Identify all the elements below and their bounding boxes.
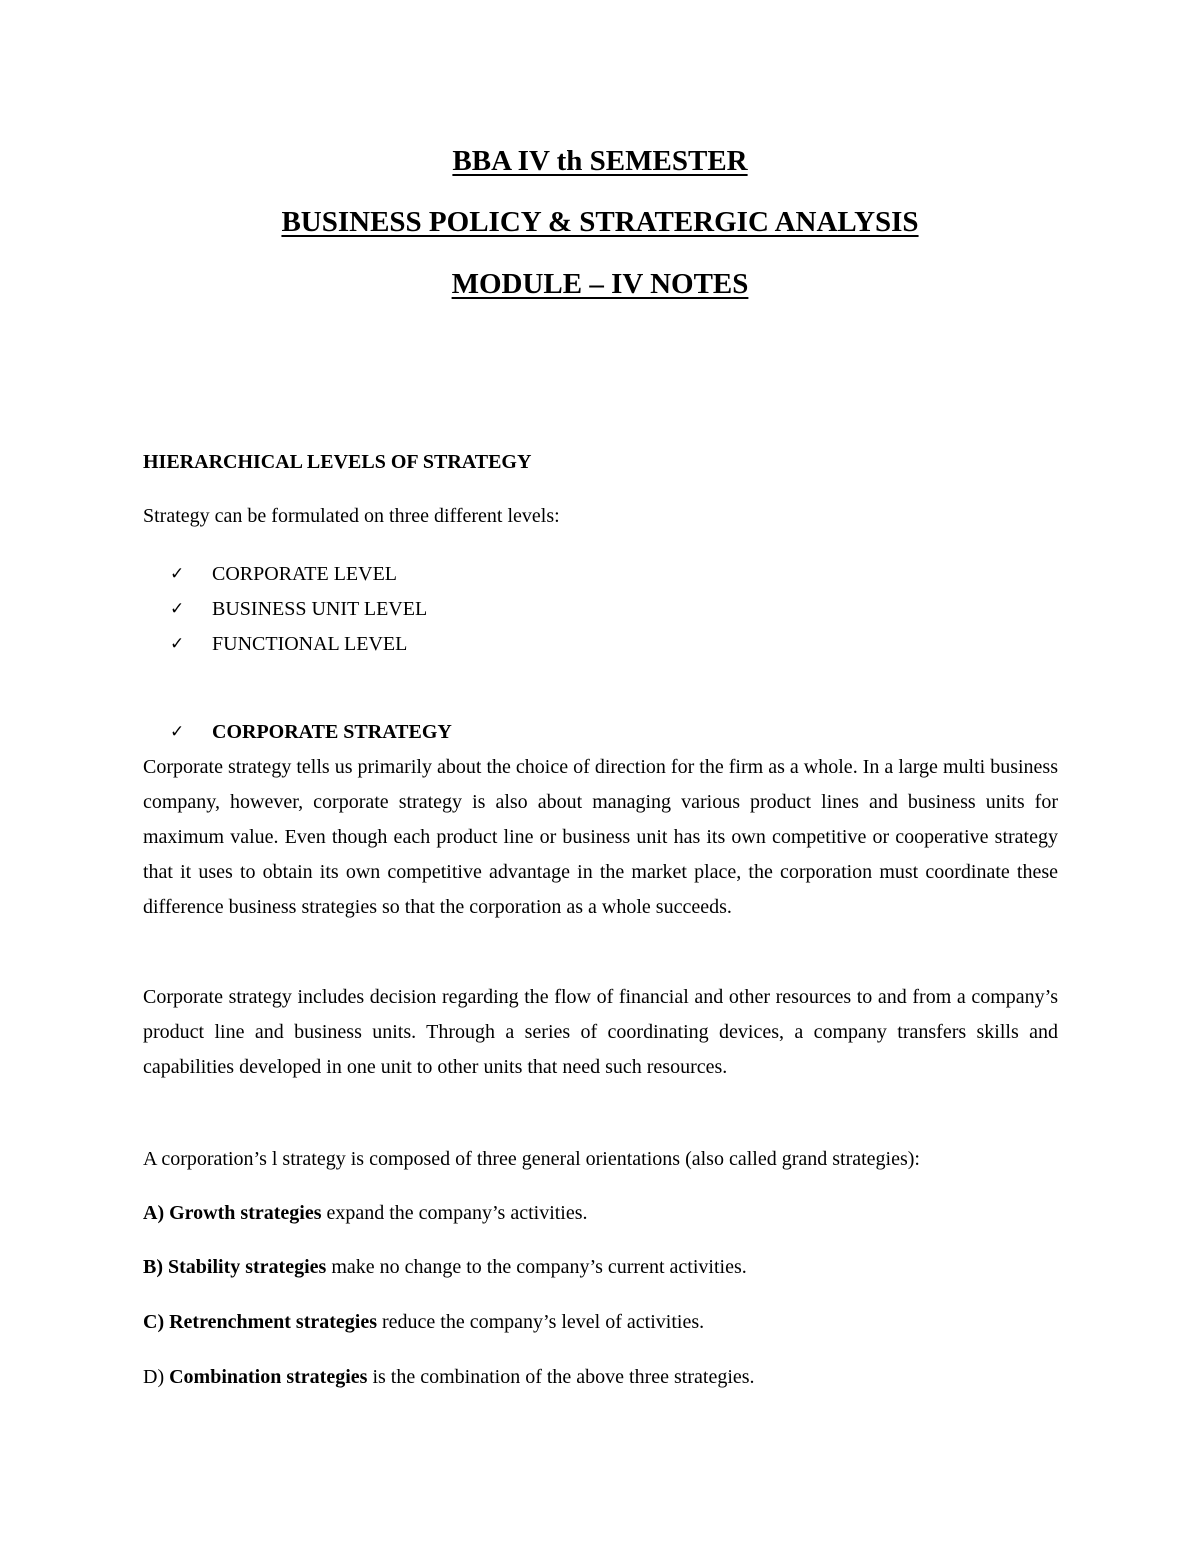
level-label: CORPORATE LEVEL (212, 563, 397, 585)
section-heading: HIERARCHICAL LEVELS OF STRATEGY (143, 451, 532, 473)
strategy-item-stability (143, 1253, 747, 1281)
corporate-heading-label: CORPORATE STRATEGY (212, 721, 452, 743)
strategy-prefix: A) (143, 1202, 165, 1224)
strategy-name: Stability strategies (168, 1256, 327, 1278)
strategy-item-retrenchment (143, 1308, 704, 1336)
level-label: BUSINESS UNIT LEVEL (212, 598, 428, 620)
strategy-prefix: B) (143, 1256, 163, 1278)
strategy-desc: is the combination of the above three strategies. (367, 1366, 755, 1388)
checkmark-icon: ✓ (170, 722, 185, 742)
section-intro: Strategy can be formulated on three different levels: (143, 505, 560, 527)
corporate-strategy-heading (170, 718, 452, 746)
strategy-prefix: D) (143, 1366, 165, 1388)
semester-title: BBA IV th SEMESTER (452, 145, 748, 177)
list-item (170, 627, 427, 662)
strategy-name: Retrenchment strategies (169, 1311, 377, 1333)
checkmark-icon: ✓ (170, 599, 185, 619)
strategy-name: Combination strategies (169, 1366, 368, 1388)
strategy-desc: expand the company’s activities. (321, 1202, 588, 1224)
list-item (170, 557, 427, 592)
strategy-item-combination (143, 1363, 755, 1391)
corporate-paragraph-2: Corporate strategy includes decision regarding the flow of financial and other resources to and from a company’s product line and business units. Through a series of coordinating devices, a company transfers skills and capabilities developed in one unit to other units that need such resources. (143, 986, 1058, 1078)
corporate-paragraph-1: Corporate strategy tells us primarily about the choice of direction for the firm as a whole. In a large multi business company, however, corporate strategy is also about managing various product lines and business units for maximum value. Even though each product line or business unit has its own competitive or cooperative strategy that it uses to obtain its own competitive advantage in the market place, the corporation must coordinate these difference business strategies so that the corporation as a whole succeeds. (143, 756, 1058, 918)
checkmark-icon: ✓ (170, 564, 185, 584)
orientations-intro: A corporation’s l strategy is composed of three general orientations (also called grand strategies): (143, 1148, 920, 1170)
strategy-levels-list (170, 557, 427, 662)
course-title: BUSINESS POLICY & STRATERGIC ANALYSIS (281, 206, 919, 238)
strategy-desc: make no change to the company’s current activities. (326, 1256, 747, 1278)
strategy-name: Growth strategies (169, 1202, 322, 1224)
module-title: MODULE – IV NOTES (451, 268, 749, 300)
strategy-desc: reduce the company’s level of activities. (377, 1311, 705, 1333)
strategy-prefix: C) (143, 1311, 165, 1333)
level-label: FUNCTIONAL LEVEL (212, 633, 408, 655)
list-item (170, 592, 427, 627)
checkmark-icon: ✓ (170, 634, 185, 654)
strategy-item-growth (143, 1199, 588, 1227)
